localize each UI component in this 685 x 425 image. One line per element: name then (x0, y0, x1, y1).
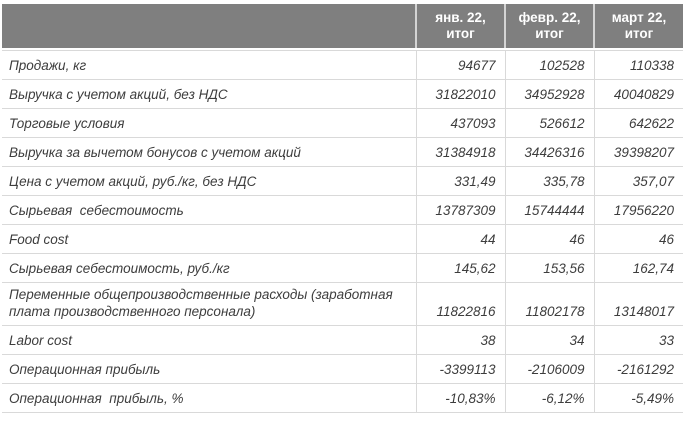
cell-value: -3399113 (416, 355, 505, 384)
row-label: Сырьевая себестоимость, руб./кг (2, 254, 416, 283)
column-header-jan-22 (416, 4, 505, 48)
row-label: Торговые условия (2, 109, 416, 138)
cell-value: -6,12% (505, 384, 594, 413)
cell-value: 46 (505, 225, 594, 254)
pnl-monthly-table (2, 4, 683, 413)
cell-value: 335,78 (505, 167, 594, 196)
row-label: Операционная прибыль (2, 355, 416, 384)
table-row-variable-overhead (2, 283, 683, 326)
row-label: Выручка с учетом акций, без НДС (2, 80, 416, 109)
row-label: Цена с учетом акций, руб./кг, без НДС (2, 167, 416, 196)
cell-value: 39398207 (594, 138, 683, 167)
cell-value: 13148017 (594, 283, 683, 326)
table-row-operating-profit (2, 355, 683, 384)
row-label: Переменные общепроизводственные расходы (заработная плата производственного персонала) (2, 283, 416, 326)
column-header-period: март 22, (611, 10, 667, 25)
table-row-trade-terms (2, 109, 683, 138)
column-header-period: февр. 22, (518, 10, 581, 25)
cell-value: -10,83% (416, 384, 505, 413)
table-row-food-cost (2, 225, 683, 254)
cell-value: 34952928 (505, 80, 594, 109)
cell-value: 153,56 (505, 254, 594, 283)
cell-value: 162,74 (594, 254, 683, 283)
cell-value: 331,49 (416, 167, 505, 196)
row-label: Продажи, кг (2, 51, 416, 80)
cell-value: 44 (416, 225, 505, 254)
row-label: Сырьевая себестоимость (2, 196, 416, 225)
cell-value: 526612 (505, 109, 594, 138)
column-header-total: итог (535, 26, 564, 41)
cell-value: 110338 (594, 51, 683, 80)
cell-value: 145,62 (416, 254, 505, 283)
header-row (2, 4, 683, 48)
cell-value: -2106009 (505, 355, 594, 384)
table-row-sales-kg (2, 51, 683, 80)
cell-value: 357,07 (594, 167, 683, 196)
header-row-label-spacer (2, 4, 416, 48)
cell-value: 11802178 (505, 283, 594, 326)
cell-value: 11822816 (416, 283, 505, 326)
cell-value: 437093 (416, 109, 505, 138)
table-row-raw-material-cost-per-kg (2, 254, 683, 283)
table-row-revenue-with-promo (2, 80, 683, 109)
cell-value: 33 (594, 326, 683, 355)
table-row-labor-cost (2, 326, 683, 355)
cell-value: 642622 (594, 109, 683, 138)
column-header-mar-22 (594, 4, 683, 48)
column-header-total: итог (446, 26, 475, 41)
cell-value: 94677 (416, 51, 505, 80)
cell-value: 15744444 (505, 196, 594, 225)
row-label: Food cost (2, 225, 416, 254)
cell-value: 40040829 (594, 80, 683, 109)
cell-value: 31822010 (416, 80, 505, 109)
cell-value: -5,49% (594, 384, 683, 413)
cell-value: 13787309 (416, 196, 505, 225)
row-label: Labor cost (2, 326, 416, 355)
row-label: Выручка за вычетом бонусов с учетом акций (2, 138, 416, 167)
table-row-operating-profit-percent (2, 384, 683, 413)
cell-value: -2161292 (594, 355, 683, 384)
cell-value: 34426316 (505, 138, 594, 167)
cell-value: 17956220 (594, 196, 683, 225)
column-header-period: янв. 22, (435, 10, 486, 25)
cell-value: 34 (505, 326, 594, 355)
table-row-raw-material-cost (2, 196, 683, 225)
column-header-total: итог (624, 26, 654, 41)
table-row-revenue-net-bonuses (2, 138, 683, 167)
cell-value: 46 (594, 225, 683, 254)
table-row-price-per-kg (2, 167, 683, 196)
row-label: Операционная прибыль, % (2, 384, 416, 413)
column-header-feb-22 (505, 4, 594, 48)
cell-value: 31384918 (416, 138, 505, 167)
cell-value: 38 (416, 326, 505, 355)
cell-value: 102528 (505, 51, 594, 80)
